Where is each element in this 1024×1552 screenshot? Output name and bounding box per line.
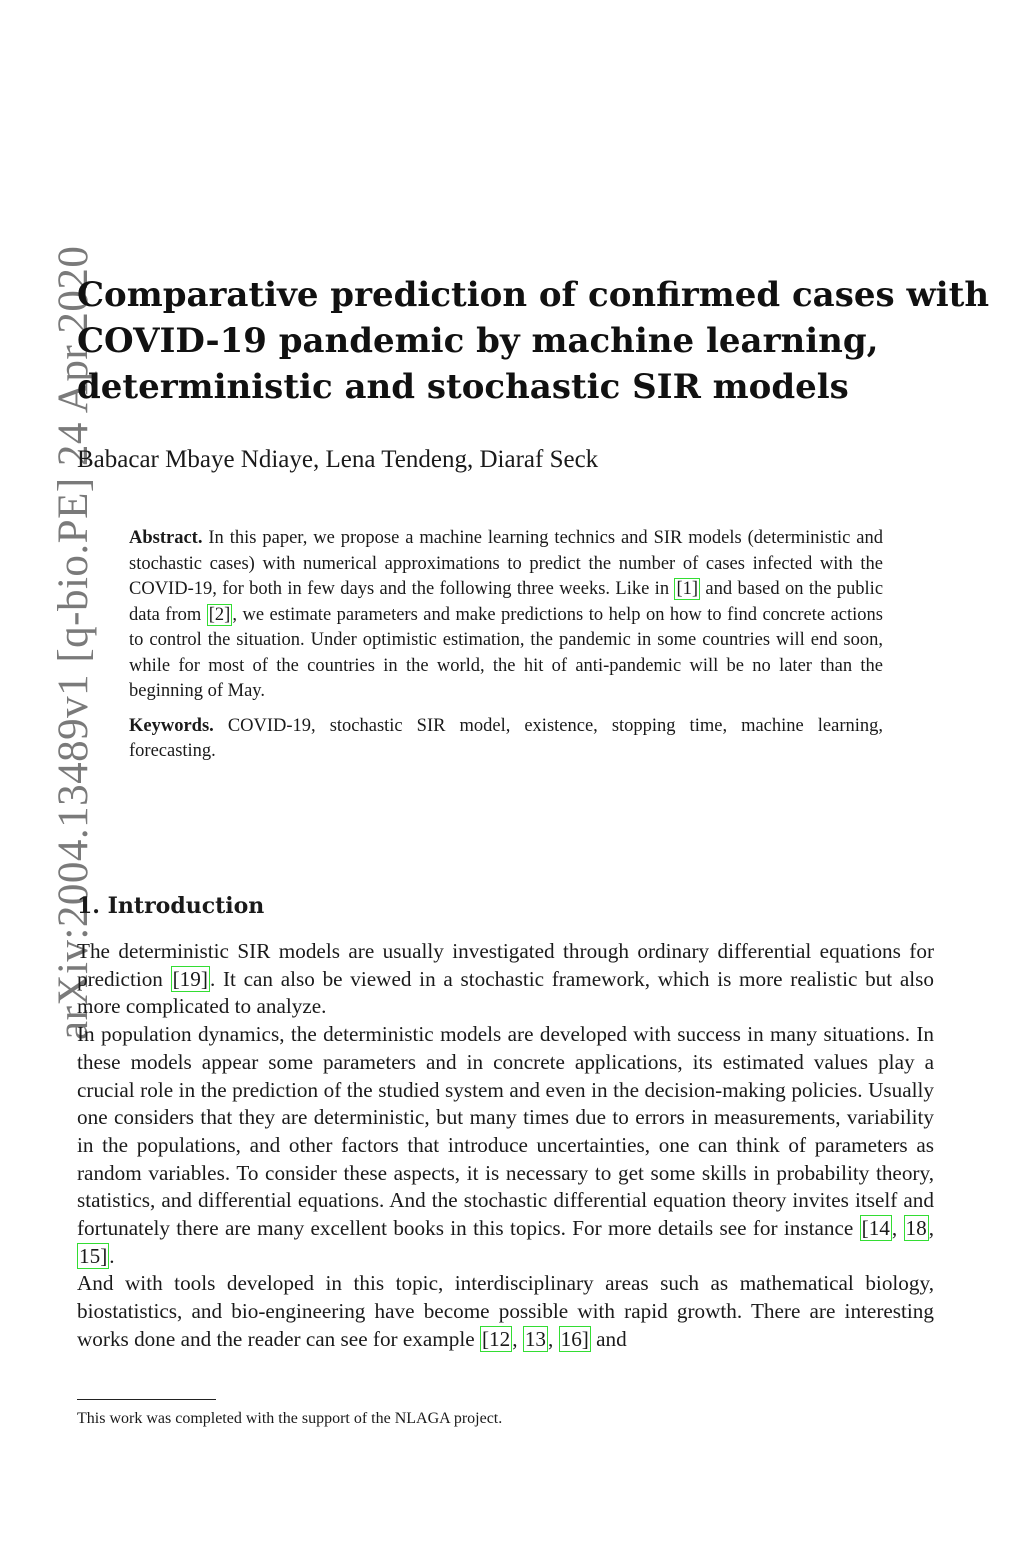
arxiv-identifier-stamp: arXiv:2004.13489v1 [q-bio.PE] 24 Apr 2020: [50, 245, 97, 1040]
intro-paragraph-2: [77, 1021, 934, 1270]
citation-link-1[interactable]: [1]: [676, 579, 699, 599]
citation-link-19[interactable]: [19]: [172, 966, 208, 991]
abstract-text: In this paper, we propose a machine learning technics and SIR models (deterministic and stochastic cases) with numerical approximations to predict the number of cases infected with the COVID-19, for both in few days and the following three weeks. Like in: [129, 528, 884, 599]
abstract-text: and based on the public data from: [129, 579, 884, 625]
citation-link-2[interactable]: [2]: [208, 604, 231, 625]
citation-separator: ,: [512, 1326, 523, 1351]
paper-title: [77, 272, 990, 410]
intro-paragraph-3: [77, 1270, 934, 1353]
abstract-label: Abstract.: [129, 528, 203, 548]
author-list: Babacar Mbaye Ndiaye, Lena Tendeng, Diaraf Seck: [77, 446, 599, 473]
keywords-text: COVID-19, stochastic SIR model, existence, stopping time, machine learning, forecasting.: [129, 715, 883, 761]
paragraph-text: In population dynamics, the deterministic models are developed with success in many situations. In these models appear some parameters and in concrete applications, its estimated values play a crucial role in the prediction of the studied system and even in the decision-making policies. Usually one considers that they are deterministic, but many times due to errors in measurements, variability in the populations, and other factors that introduce uncertainties, one can think of parameters as random variables. To consider these aspects, it is necessary to get some skills in probability theory, statistics, and differential equations. And the stochastic differential equation theory invites itself and fortunately there are many excellent books in this topics. For more details see for instance: [77, 1022, 934, 1241]
footnote-divider: [77, 1399, 216, 1400]
paragraph-text: . It can also be viewed in a stochastic framework, which is more realistic but also more complicated to analyze.: [77, 966, 934, 1019]
citation-link-15[interactable]: 15]: [79, 1243, 108, 1268]
paragraph-text: .: [109, 1243, 115, 1268]
citation-separator: ,: [928, 1216, 934, 1241]
title-line-2: COVID-19 pandemic by machine learning,: [77, 321, 879, 361]
section-heading-introduction: 1. Introduction: [77, 893, 265, 919]
title-line-1: Comparative prediction of confirmed cases with: [77, 275, 990, 315]
paragraph-text: and: [596, 1326, 627, 1351]
citation-link-14[interactable]: [14: [861, 1216, 890, 1241]
footnote: This work was completed with the support of the NLAGA project.: [77, 1410, 503, 1427]
keywords-paragraph: [129, 714, 883, 765]
paragraph-text: And with tools developed in this topic, interdisciplinary areas such as mathematical biology, biostatistics, and bio-engineering have become possible with rapid growth. There are interesting works done and the reader can see for example: [77, 1271, 934, 1351]
intro-paragraph-1: [77, 938, 934, 1021]
citation-separator: ,: [548, 1326, 559, 1351]
abstract-block: [129, 526, 883, 765]
citation-link-12[interactable]: [12: [481, 1326, 511, 1351]
abstract-paragraph: [129, 526, 883, 705]
citation-link-13[interactable]: 13: [524, 1326, 546, 1351]
paragraph-text: The deterministic SIR models are usually investigated through ordinary differential equations for prediction: [77, 939, 934, 991]
keywords-label: Keywords.: [129, 715, 214, 736]
introduction-body: [77, 938, 934, 1354]
title-line-3: deterministic and stochastic SIR models: [77, 367, 849, 407]
citation-link-16[interactable]: 16]: [560, 1326, 589, 1351]
citation-separator: ,: [891, 1216, 904, 1241]
abstract-text: , we estimate parameters and make predictions to help on how to find concrete actions to control the situation. Under optimistic estimation, the pandemic in some countries will end soon, while for most of the countries in the world, the hit of anti-pandemic will be no later than the beginning of May.: [129, 604, 883, 701]
citation-link-18[interactable]: 18: [905, 1216, 927, 1241]
